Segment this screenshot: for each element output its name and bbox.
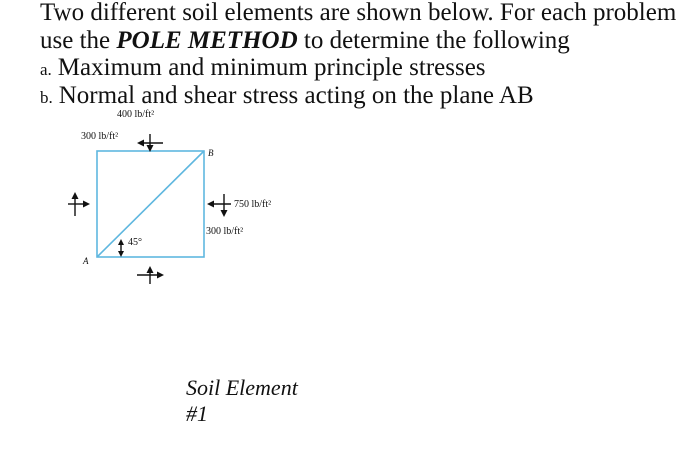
right-normal-label: 750 lb/ft² bbox=[234, 199, 272, 210]
plane-ab-line bbox=[97, 151, 204, 257]
point-b-label: B bbox=[208, 148, 214, 158]
top-stress-label: 400 lb/ft² bbox=[117, 109, 155, 120]
task-text-b: Normal and shear stress acting on the plane AB bbox=[58, 82, 534, 109]
bottom-stress-arrow bbox=[137, 266, 164, 284]
pole-method-emphasis: POLE METHOD bbox=[116, 27, 298, 54]
left-stress-arrow bbox=[68, 192, 90, 216]
intro-prefix: use the bbox=[40, 27, 117, 54]
angle-arc-arrow bbox=[118, 239, 124, 257]
task-text-a: Maximum and minimum principle stresses bbox=[57, 54, 486, 81]
left-shear-label: 300 lb/ft² bbox=[81, 131, 119, 142]
caption-number: #1 bbox=[186, 401, 208, 426]
caption-title: Soil Element bbox=[186, 375, 298, 400]
task-marker-a: a. bbox=[40, 60, 52, 79]
point-a-label: A bbox=[83, 256, 89, 266]
intro-suffix: to determine the following bbox=[297, 27, 570, 54]
task-marker-b: b. bbox=[40, 88, 53, 107]
top-stress-arrow bbox=[137, 134, 163, 152]
intro-line-1: Two different soil elements are shown below. For each problem bbox=[40, 0, 677, 26]
angle-label: 45° bbox=[128, 237, 142, 248]
right-stress-arrow bbox=[207, 194, 231, 217]
right-shear-label: 300 lb/ft² bbox=[206, 226, 244, 237]
